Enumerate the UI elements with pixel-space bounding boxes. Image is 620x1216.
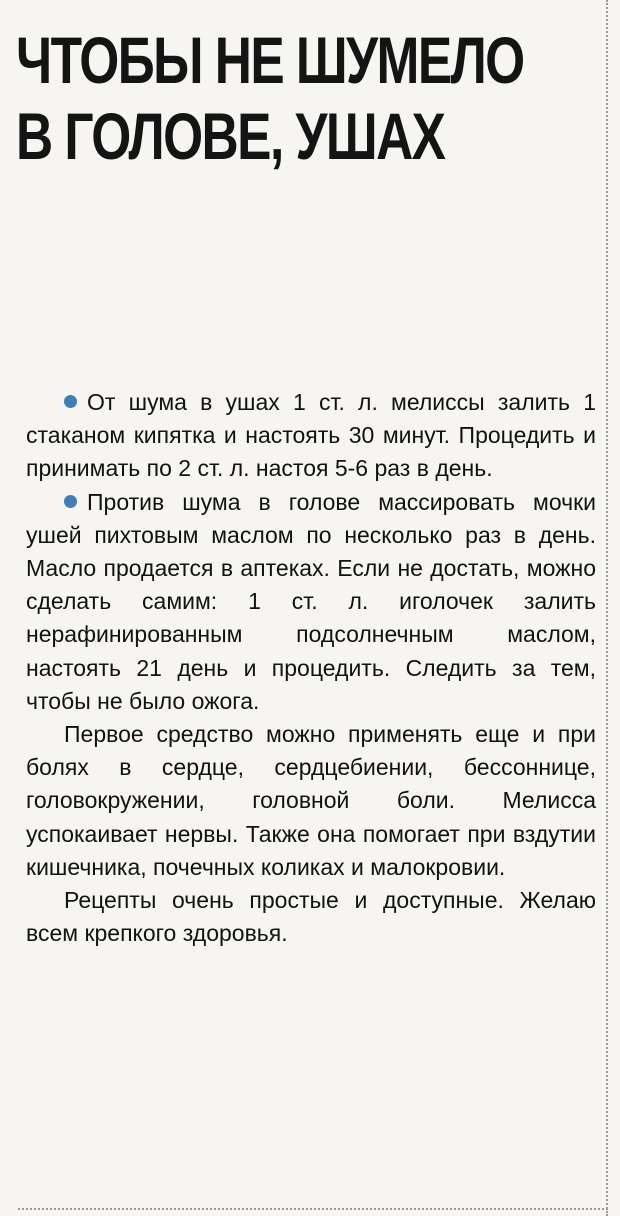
- paragraph-4: Рецепты очень простые и доступные. Желаю всем крепкого здоровья.: [26, 887, 596, 947]
- paragraph-3: Первое средство можно применять еще и при болях в сердце, сердцебиении, бессоннице, головокружении, головной боли. Мелисса успокаивает нервы. Также она помогает при вздутии кишечника, почечных коликах и малокровии.: [26, 721, 596, 880]
- paragraph-2-text: Против шума в голове массировать мочки ушей пихтовым маслом по несколько раз в день. Масло продается в аптеках. Если не достать, можно сделать самим: 1 ст. л. иголочек залить нерафинированным подсолнечным маслом, настоять 21 день и процедить. Следить за тем, чтобы не было ожога.: [26, 488, 596, 714]
- bullet-dot-icon: [64, 495, 77, 508]
- headline-line-2: В ГОЛОВЕ, УШАХ: [16, 99, 445, 173]
- dotted-cut-line-bottom: [18, 1208, 608, 1210]
- bullet-dot-icon: [64, 395, 77, 408]
- paragraph-1-text: От шума в ушах 1 ст. л. мелиссы залить 1 стаканом кипятка и настоять 30 минут. Процедить и принимать по 2 ст. л. настоя 5-6 раз в день.: [26, 389, 596, 482]
- headline-line-1: ЧТОБЫ НЕ ШУМЕЛО: [16, 23, 524, 97]
- paragraph-2: [26, 486, 596, 718]
- article-headline: [16, 22, 524, 174]
- dotted-cut-line-right: [606, 0, 608, 1216]
- article-body: [26, 386, 596, 950]
- paragraph-1: [26, 386, 596, 486]
